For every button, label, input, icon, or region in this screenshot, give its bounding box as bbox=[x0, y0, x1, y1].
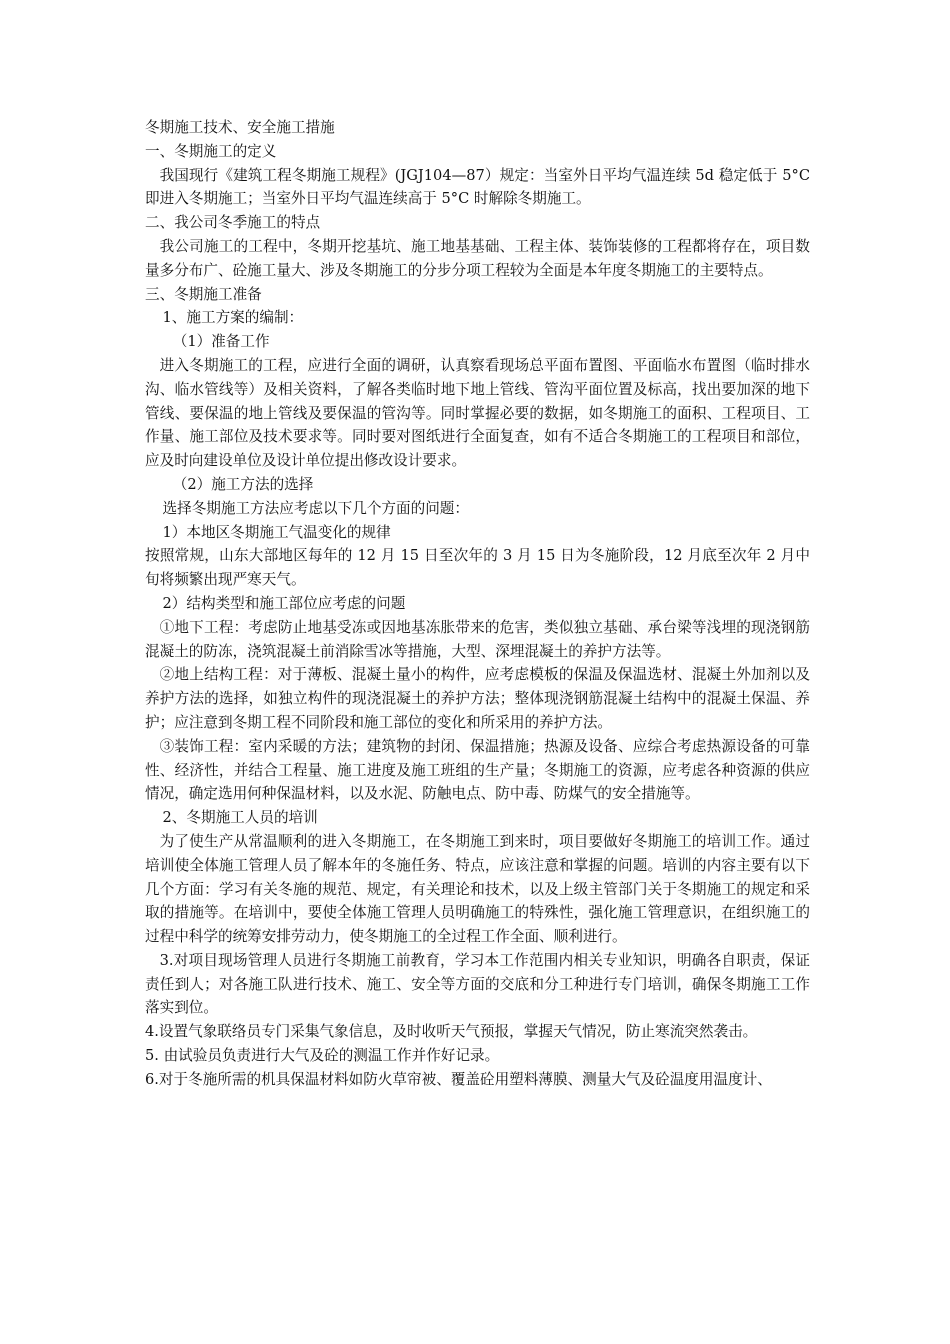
paragraph-climate: 按照常规，山东大部地区每年的 12 月 15 日至次年的 3 月 15 日为冬施阶段，12 月底至次年 2 月中旬将频繁出现严寒天气。 bbox=[145, 547, 810, 589]
section-heading-1: 一、冬期施工的定义 bbox=[145, 142, 277, 160]
paragraph-item-3: 3.对项目现场管理人员进行冬期施工前教育，学习本工作范围内相关专业知识，明确各自职责，保证责任到人；对各施工队进行技术、施工、安全等方面的交底和分工种进行专门培训，确保冬期施工工作落实到位。 bbox=[145, 951, 810, 1017]
paragraph-item-4: 4.设置气象联络员专门采集气象信息，及时收听天气预报，掌握天气情况，防止寒流突然袭击。 bbox=[145, 1023, 758, 1041]
paragraph-training: 为了使生产从常温顺利的进入冬期施工，在冬期施工到来时，项目要做好冬期施工的培训工作。通过培训使全体施工管理人员了解本年的冬施任务、特点，应该注意和掌握的问题。培训的内容主要有以下几个方面：学习有关冬施的规范、规定，有关理论和技术，以及上级主管部门关于冬期施工的规定和采取的措施等。在培训中，要使全体施工管理人员明确施工的特殊性，强化施工管理意识，在组织施工的过程中科学的统筹安排劳动力，使冬期施工的全过程工作全面、顺利进行。 bbox=[145, 832, 810, 946]
paragraph-above-ground: ②地上结构工程：对于薄板、混凝土量小的构件，应考虑模板的保温及保温选材、混凝土外加剂以及养护方法的选择，如独立构件的现浇混凝土的养护方法；整体现浇钢筋混凝土结构中的混凝土保温、养护；应注意到冬期工程不同阶段和施工部位的变化和所采用的养护方法。 bbox=[145, 666, 810, 731]
subheading-training: 2、冬期施工人员的培训 bbox=[162, 809, 318, 827]
subheading-structure: 2）结构类型和施工部位应考虑的问题 bbox=[162, 594, 406, 612]
section-heading-2: 二、我公司冬季施工的特点 bbox=[145, 214, 321, 232]
paragraph-item-5: 5. 由试验员负责进行大气及砼的测温工作并作好记录。 bbox=[145, 1047, 500, 1065]
paragraph-definition: 我国现行《建筑工程冬期施工规程》(JGJ104—87）规定：当室外日平均气温连续 5d 稳定低于 5°C 即进入冬期施工；当室外日平均气温连续高于 5°C 时解除冬期施工。 bbox=[145, 166, 810, 208]
paragraph-item-6: 6.对于冬施所需的机具保温材料如防火草帘被、覆盖砼用塑料薄膜、测量大气及砼温度用温度计、 bbox=[145, 1070, 772, 1088]
document-title: 冬期施工技术、安全施工措施 bbox=[145, 119, 335, 136]
paragraph-underground: ①地下工程：考虑防止地基受冻或因地基冻胀带来的危害，类似独立基础、承台梁等浅埋的现浇钢筋混凝土的防冻，浇筑混凝土前消除雪冰等措施，大型、深埋混凝土的养护方法等。 bbox=[145, 618, 810, 660]
subheading-plan: 1、施工方案的编制： bbox=[162, 309, 304, 327]
paragraph-decoration: ③装饰工程：室内采暖的方法；建筑物的封闭、保温措施；热源及设备、应综合考虑热源设备的可靠性、经济性，并结合工程量、施工进度及施工班组的生产量；冬期施工的资源，应考虑各种资源的供应情况，确定选用何种保温材料，以及水泥、防触电点、防中毒、防煤气的安全措施等。 bbox=[145, 737, 810, 803]
paragraph-preparation: 进入冬期施工的工程，应进行全面的调研，认真察看现场总平面布置图、平面临水布置图（临时排水沟、临水管线等）及相关资料，了解各类临时地下地上管线、管沟平面位置及标高，找出要加深的地下管线、要保温的地上管线及要保温的管沟等。同时掌握必要的数据，如冬期施工的面积、工程项目、工作量、施工部位及技术要求等。同时要对图纸进行全面复查，如有不适合冬期施工的工程项目和部位，应及时向建设单位及设计单位提出修改设计要求。 bbox=[145, 356, 810, 470]
subheading-method: （2）施工方法的选择 bbox=[172, 475, 314, 493]
paragraph-characteristics: 我公司施工的工程中，冬期开挖基坑、施工地基基础、工程主体、装饰装修的工程都将存在，项目数量多分布广、砼施工量大、涉及冬期施工的分步分项工程较为全面是本年度冬期施工的主要特点。 bbox=[145, 237, 810, 279]
section-heading-3: 三、冬期施工准备 bbox=[145, 285, 262, 303]
subheading-climate: 1）本地区冬期施工气温变化的规律 bbox=[162, 523, 391, 541]
paragraph-method-intro: 选择冬期施工方法应考虑以下几个方面的问题： bbox=[162, 499, 469, 517]
subheading-preparation: （1）准备工作 bbox=[172, 333, 270, 351]
document-page bbox=[145, 116, 810, 1092]
